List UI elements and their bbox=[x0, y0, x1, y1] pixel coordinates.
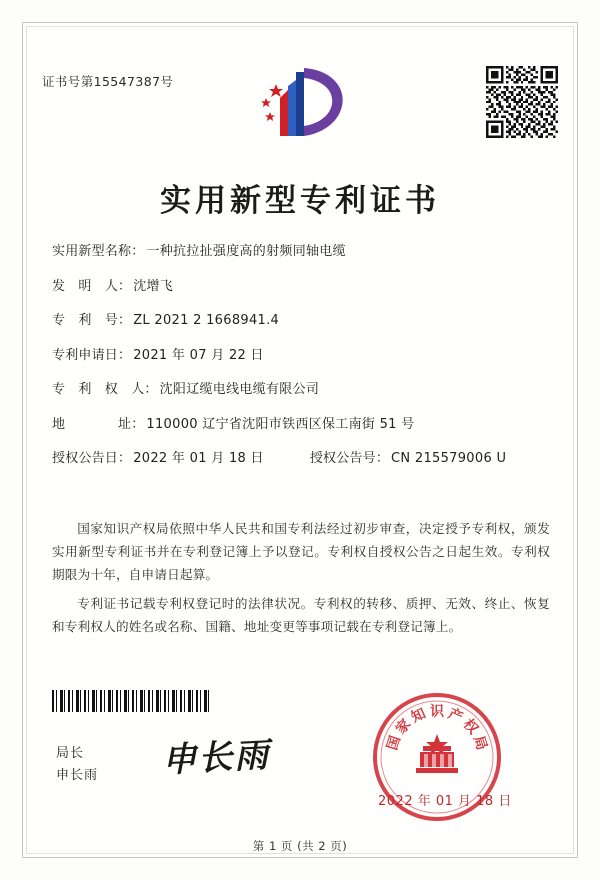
patent-office-logo-icon bbox=[246, 62, 354, 144]
certificate-number: 证书号第15547387号 bbox=[42, 74, 174, 89]
field-row-address bbox=[52, 413, 552, 432]
barcode-icon bbox=[52, 690, 212, 712]
grant-date-value: 2022 年 01 月 18 日 bbox=[133, 451, 264, 466]
seal-date: 2022 年 01 月 18 日 bbox=[378, 794, 512, 809]
field-value: 2021 年 07 月 22 日 bbox=[133, 347, 264, 363]
svg-text:知: 知 bbox=[409, 705, 429, 727]
svg-text:识: 识 bbox=[430, 704, 444, 720]
legal-paragraph-2: 专利证书记载专利权登记时的法律状况。专利权的转移、质押、无效、终止、恢复和专利权人的姓名或名称、国籍、地址变更等事项记载在专利登记簿上。 bbox=[52, 595, 550, 634]
field-value: ZL 2021 2 1668941.4 bbox=[133, 313, 280, 328]
field-list bbox=[52, 240, 552, 482]
director-title-label: 局长 bbox=[56, 746, 85, 761]
field-row-application-date bbox=[52, 344, 552, 363]
field-value: 沈增飞 bbox=[133, 278, 174, 294]
field-value: 110000 辽宁省沈阳市铁西区保工南街 51 号 bbox=[146, 416, 415, 432]
svg-text:产: 产 bbox=[445, 705, 465, 727]
field-row-inventor bbox=[52, 275, 552, 294]
field-label: 地 址： bbox=[52, 416, 145, 432]
svg-text:局: 局 bbox=[470, 733, 490, 753]
legal-paragraph-1: 国家知识产权局依照中华人民共和国专利法经过初步审查，决定授予专利权，颁发实用新型专利证书并在专利登记簿上予以登记。专利权自授权公告之日起生效。专利权期限为十年，自申请日起算。 bbox=[52, 521, 550, 582]
director-signature: 申长雨 bbox=[161, 735, 272, 781]
field-label: 专 利 权 人： bbox=[52, 382, 158, 397]
field-row-grant bbox=[52, 447, 552, 466]
director-name: 申长雨 bbox=[56, 768, 99, 783]
field-row-name bbox=[52, 240, 552, 259]
svg-text:权: 权 bbox=[459, 716, 482, 738]
grant-publication-group bbox=[310, 447, 506, 466]
field-label: 发 明 人： bbox=[52, 278, 132, 294]
svg-text:国: 国 bbox=[384, 733, 404, 753]
field-value: 一种抗拉扯强度高的射频同轴电缆 bbox=[146, 244, 346, 259]
field-row-patentee bbox=[52, 378, 552, 397]
field-label: 实用新型名称： bbox=[52, 244, 145, 259]
field-value: 沈阳辽缆电线电缆有限公司 bbox=[159, 382, 320, 397]
legal-text bbox=[52, 518, 550, 645]
grant-publication-label: 授权公告号： bbox=[309, 451, 390, 466]
field-label: 专 利 号： bbox=[52, 313, 132, 328]
grant-publication-value: CN 215579006 U bbox=[391, 451, 507, 466]
page-footer: 第 1 页 (共 2 页) bbox=[252, 839, 348, 853]
field-label: 专利申请日： bbox=[52, 347, 132, 363]
qr-code-icon bbox=[486, 66, 558, 138]
field-row-patent-number bbox=[52, 309, 552, 328]
svg-text:家: 家 bbox=[392, 716, 415, 738]
page-title: 实用新型专利证书 bbox=[160, 183, 440, 219]
grant-date-label: 授权公告日： bbox=[52, 451, 132, 466]
